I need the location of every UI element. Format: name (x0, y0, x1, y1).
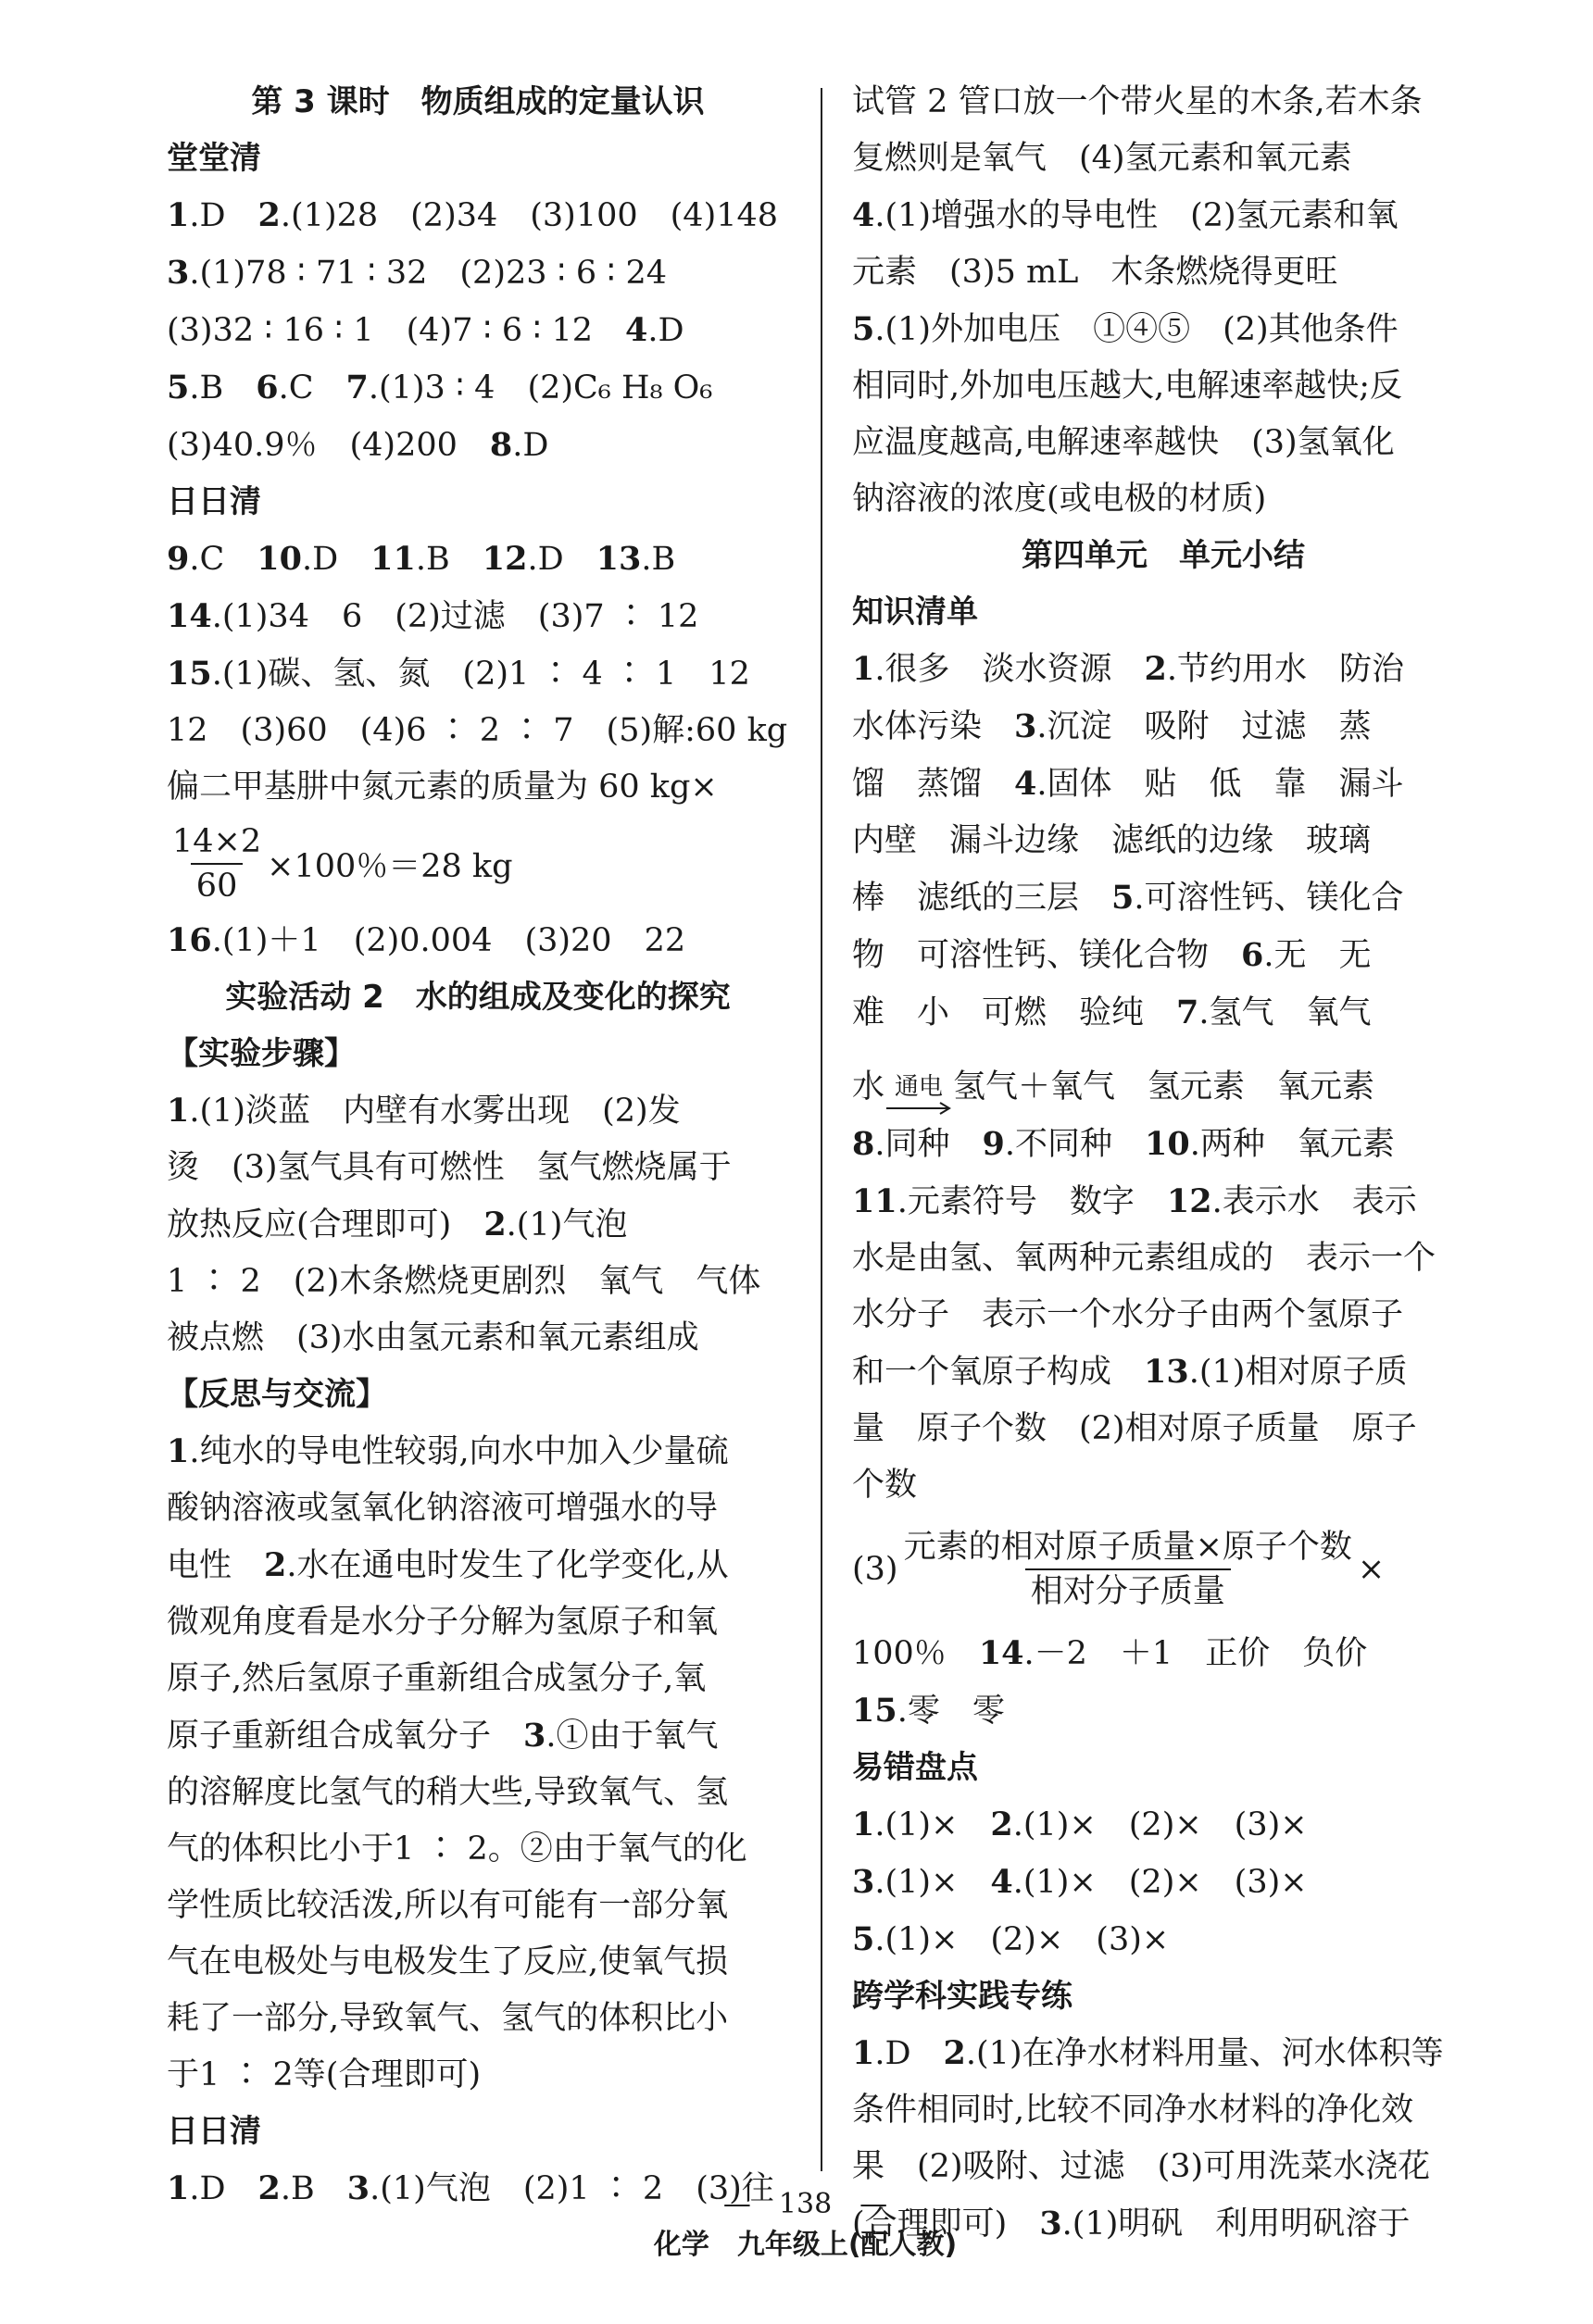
q-number: 16 (167, 921, 212, 959)
answer-text: .D (189, 2170, 258, 2207)
fraction-numerator: 元素的相对原子质量×原子个数 (903, 1529, 1352, 1566)
answer-line: 个数 (852, 1467, 918, 1504)
answer-text: .(1)淡蓝 内壁有水雾出现 (2)发 (189, 1093, 681, 1130)
answer-line (167, 1423, 789, 1481)
answer-text: .无 无 (1263, 937, 1372, 974)
q-number: 7 (345, 369, 369, 406)
answer-text: .(1)28 (2)34 (3)100 (4)148 (280, 197, 779, 234)
answer-text: (3)32 ∶ 16 ∶ 1 (4)7 ∶ 6 ∶ 12 (167, 312, 626, 349)
answer-text: .D (527, 541, 596, 578)
q-number: 3 (1014, 707, 1037, 745)
answer-text: 电性 (167, 1547, 265, 1584)
answer-line (852, 1173, 1474, 1231)
answer-text: .不同种 (1004, 1126, 1145, 1163)
answer-text: (3)40.9％ (4)200 (167, 427, 490, 464)
answer-line: 烫 (3)氢气具有可燃性 氢气燃烧属于 (167, 1149, 732, 1186)
answer-line: 于1 ∶ 2等(合理即可) (167, 2056, 482, 2093)
answer-text: .(1)＋1 (2)0.004 (3)20 22 (211, 922, 686, 959)
answer-line (852, 756, 1474, 813)
answer-text: .(1)明矾 利用明矾溶于 (1061, 2205, 1411, 2243)
answer-line: 钠溶液的浓度(或电极的材质) (852, 481, 1267, 518)
answer-text: .C (278, 369, 346, 406)
fraction-suffix: × (1357, 1551, 1386, 1588)
left-column (167, 74, 789, 2218)
answer-text: .同种 (874, 1126, 983, 1163)
q-number: 11 (370, 540, 416, 578)
answer-line (167, 1082, 789, 1140)
answer-line: 水分子 表示一个水分子由两个氢原子 (852, 1296, 1404, 1333)
q-number: 4 (852, 196, 875, 234)
answer-text: .固体 贴 低 靠 漏斗 (1036, 766, 1404, 803)
q-number: 5 (167, 369, 190, 406)
answer-line (167, 1196, 789, 1254)
answer-line: 水是由氢、氧两种元素组成的 表示一个 (852, 1240, 1436, 1277)
q-number: 1 (167, 1432, 190, 1470)
answer-text: .零 零 (897, 1693, 1005, 1730)
q-number: 6 (256, 369, 279, 406)
q-number: 2 (257, 196, 281, 234)
answer-text: 和一个氧原子构成 (852, 1354, 1145, 1391)
answer-text: .D (301, 541, 371, 578)
answer-text: 放热反应(合理即可) (167, 1206, 484, 1243)
answer-line: 12 (3)60 (4)6 ∶ 2 ∶ 7 (5)解:60 kg (167, 712, 788, 749)
answer-line (852, 1796, 1474, 1854)
q-number: 2 (990, 1805, 1013, 1843)
answer-text: .C (189, 541, 257, 578)
answer-text: .两种 氧元素 (1189, 1126, 1395, 1163)
q-number: 2 (1144, 650, 1167, 688)
answer-line: 学性质比较活泼,所以有可能有一部分氧 (167, 1887, 729, 1924)
answer-line: 酸钠溶液或氢氧化钠溶液可增强水的导 (167, 1490, 719, 1527)
equation-reactant: 水 (852, 1068, 885, 1106)
heading-experiment-steps: 【实验步骤】 (167, 1035, 356, 1072)
answer-line (852, 1343, 1474, 1401)
fraction-prefix: (3) (852, 1551, 898, 1588)
q-number: 4 (990, 1863, 1013, 1901)
answer-text: .B (415, 541, 483, 578)
heading-ririqing: 日日清 (167, 483, 261, 520)
answer-line: 条件相同时,比较不同净水材料的净化效 (852, 2092, 1414, 2129)
answer-line: 果 (2)吸附、过滤 (3)可用洗菜水浇花 (852, 2148, 1431, 2185)
reaction-arrow (886, 1073, 951, 1116)
answer-line (167, 912, 789, 969)
fraction (898, 1526, 1358, 1613)
subject-label: 化学 九年级上(配人教) (653, 2229, 958, 2261)
q-number: 5 (852, 1920, 875, 1958)
answer-text: .B (189, 369, 257, 406)
heading-ririqing: 日日清 (167, 2113, 261, 2150)
answer-text: .(1)× (874, 1864, 991, 1901)
q-number: 5 (852, 310, 875, 348)
answer-line (167, 302, 789, 359)
page-number: — 138 — (722, 2188, 888, 2220)
heading-knowledge-list: 知识清单 (852, 593, 978, 631)
section-title-lesson3: 第 3 课时 物质组成的定量认识 (251, 83, 705, 120)
q-number: 6 (1241, 936, 1264, 974)
q-number: 8 (489, 426, 513, 464)
section-title-unit4-summary: 第四单元 单元小结 (1022, 537, 1305, 574)
answer-text: 物 可溶性钙、镁化合物 (852, 937, 1242, 974)
answer-line (167, 1707, 789, 1765)
answer-text: .D (874, 2035, 944, 2072)
answer-text: .水在通电时发生了化学变化,从 (286, 1547, 729, 1584)
answer-line (852, 641, 1474, 698)
answer-line (167, 244, 789, 302)
q-number: 2 (943, 2034, 966, 2072)
answer-text: 馏 蒸馏 (852, 766, 1015, 803)
answer-line (852, 869, 1474, 927)
q-number: 9 (982, 1125, 1005, 1163)
answer-text: .(1)× (2)× (3)× (1012, 1806, 1308, 1843)
answer-line: 偏二甲基肼中氮元素的质量为 60 kg× (167, 768, 718, 806)
q-number: 1 (167, 2169, 190, 2207)
q-number: 3 (346, 2169, 370, 2207)
answer-text: 棒 滤纸的三层 (852, 880, 1112, 917)
fraction (167, 820, 267, 907)
answer-line (167, 588, 789, 645)
q-number: 7 (1176, 993, 1199, 1031)
q-number: 3 (852, 1863, 875, 1901)
answer-line: 耗了一部分,导致氧气、氢气的体积比小 (167, 2000, 729, 2037)
right-column (852, 74, 1474, 2253)
q-number: 1 (852, 1805, 875, 1843)
answer-text: .(1)× (874, 1806, 991, 1843)
heading-common-errors: 易错盘点 (852, 1749, 978, 1786)
answer-line (167, 1537, 789, 1594)
answer-text: .(1)78 ∶ 71 ∶ 32 (2)23 ∶ 6 ∶ 24 (189, 255, 668, 292)
q-number: 3 (167, 254, 190, 292)
answer-text: .D (647, 312, 684, 349)
q-number: 2 (483, 1206, 507, 1243)
answer-text: .(1)碳、氢、氮 (2)1 ∶ 4 ∶ 1 12 (211, 656, 750, 693)
answer-line (852, 698, 1474, 756)
q-number: 12 (482, 540, 528, 578)
answer-line (167, 645, 789, 703)
answer-line: 试管 2 管口放一个带火星的木条,若木条 (852, 83, 1423, 120)
q-number: 15 (852, 1692, 897, 1730)
q-number: 10 (1145, 1125, 1190, 1163)
answer-text: .(1)气泡 (2)1 ∶ 2 (3)往 (370, 2170, 774, 2207)
fraction-denominator: 60 (191, 863, 244, 907)
q-number: 1 (852, 2034, 875, 2072)
q-number: 4 (1014, 765, 1037, 803)
answer-line: 1 ∶ 2 (2)木条燃烧更剧烈 氧气 气体 (167, 1263, 761, 1300)
reaction-condition: 通电 (895, 1073, 944, 1101)
answer-line: 被点燃 (3)水由氢元素和氧元素组成 (167, 1319, 699, 1356)
answer-line: 内壁 漏斗边缘 滤纸的边缘 玻璃 (852, 822, 1372, 859)
answer-line (167, 531, 789, 588)
answer-text: 100％ (852, 1635, 979, 1672)
q-number: 11 (852, 1182, 897, 1220)
q-number: 9 (167, 540, 190, 578)
answer-text: 水体污染 (852, 708, 1015, 745)
answer-text: .纯水的导电性较弱,向水中加入少量硫 (189, 1433, 729, 1470)
answer-line: 元素 (3)5 mL 木条燃烧得更旺 (852, 254, 1338, 291)
arrow-icon (886, 1101, 951, 1116)
answer-line: 应温度越高,电解速率越快 (3)氢氧化 (852, 424, 1395, 461)
answer-line: 气在电极处与电极发生了反应,使氧气损 (167, 1943, 729, 1980)
answer-text: .(1)× (2)× (3)× (1012, 1864, 1308, 1901)
answer-line: 相同时,外加电压越大,电解速率越快;反 (852, 368, 1403, 405)
answer-text: .D (512, 427, 549, 464)
answer-text: .(1)气泡 (506, 1206, 628, 1243)
equation-products: 氢气＋氧气 氢元素 氧元素 (953, 1068, 1375, 1106)
answer-line (852, 927, 1474, 984)
fraction-rest: ×100％＝28 kg (267, 848, 513, 885)
answer-text: .元素符号 数字 (897, 1183, 1167, 1220)
q-number: 3 (523, 1717, 546, 1755)
answer-text: .(1)在净水材料用量、河水体积等 (965, 2035, 1444, 2072)
q-number: 2 (264, 1546, 287, 1584)
answer-text: .B (641, 541, 676, 578)
answer-text: .很多 淡水资源 (874, 651, 1145, 688)
answer-line (852, 1911, 1474, 1968)
heading-reflection: 【反思与交流】 (167, 1376, 387, 1413)
q-number: 1 (167, 1092, 190, 1130)
fraction-expression (167, 816, 789, 912)
answer-line (167, 359, 789, 417)
answer-text: .D (189, 197, 258, 234)
q-number: 5 (1111, 879, 1135, 917)
answer-text: .氢气 氧气 (1198, 994, 1372, 1031)
answer-text: (合理即可) (852, 2205, 1040, 2243)
answer-text: .(1)3 ∶ 4 (2)C₆ H₈ O₆ (368, 369, 713, 406)
q-number: 14 (978, 1634, 1024, 1672)
answer-text: .(1)相对原子质 (1188, 1354, 1408, 1391)
answer-text: .沉淀 吸附 过滤 蒸 (1036, 708, 1372, 745)
electrolysis-equation (852, 1042, 1474, 1116)
column-divider (821, 88, 822, 2171)
answer-text: .－2 ＋1 正价 负价 (1023, 1635, 1368, 1672)
answer-line: 气的体积比小于1 ∶ 2。②由于氧气的化 (167, 1830, 747, 1868)
q-number: 12 (1166, 1182, 1212, 1220)
answer-text: .表示水 表示 (1211, 1183, 1417, 1220)
answer-line (852, 1854, 1474, 1911)
answer-line (852, 984, 1474, 1042)
q-number: 1 (852, 650, 875, 688)
answer-line (167, 187, 789, 244)
answer-line: 量 原子个数 (2)相对原子质量 原子 (852, 1410, 1417, 1447)
answer-line (167, 417, 789, 474)
heading-cross-discipline: 跨学科实践专练 (852, 1978, 1072, 2015)
answer-line: 微观角度看是水分子分解为氢原子和氧 (167, 1604, 719, 1641)
fraction-expression (852, 1514, 1474, 1625)
answer-text: .B (280, 2170, 347, 2207)
answer-text: .(1)× (2)× (3)× (874, 1921, 1170, 1958)
answer-line: 的溶解度比氢气的稍大些,导致氧气、氢 (167, 1774, 729, 1811)
answer-line (852, 1116, 1474, 1173)
q-number: 8 (852, 1125, 875, 1163)
q-number: 1 (167, 196, 190, 234)
answer-text: .(1)外加电压 ①④⑤ (2)其他条件 (874, 311, 1399, 348)
fraction-denominator: 相对分子质量 (1025, 1568, 1231, 1613)
answer-line (852, 1682, 1474, 1740)
q-number: 15 (167, 655, 212, 693)
answer-text: .(1)34 6 (2)过滤 (3)7 ∶ 12 (211, 598, 699, 635)
q-number: 13 (596, 540, 642, 578)
answer-line (852, 1625, 1474, 1682)
answer-line: 原子,然后氢原子重新组合成氢分子,氧 (167, 1660, 707, 1697)
q-number: 2 (257, 2169, 281, 2207)
page-footer (0, 2148, 1593, 2262)
section-title-activity2: 实验活动 2 水的组成及变化的探究 (225, 979, 731, 1016)
q-number: 10 (257, 540, 302, 578)
answer-text: 难 小 可燃 验纯 (852, 994, 1177, 1031)
heading-tangtangqing: 堂堂清 (167, 140, 261, 177)
answer-text: .节约用水 防治 (1166, 651, 1404, 688)
q-number: 3 (1039, 2205, 1062, 2243)
answer-text: .①由于氧气 (546, 1718, 719, 1755)
answer-line (852, 301, 1474, 358)
q-number: 4 (625, 311, 648, 349)
answer-line (852, 187, 1474, 244)
answer-line: 复燃则是氧气 (4)氢元素和氧元素 (852, 140, 1352, 177)
fraction-numerator: 14×2 (172, 823, 262, 860)
answer-text: .(1)增强水的导电性 (2)氢元素和氧 (874, 197, 1399, 234)
answer-line (852, 2025, 1474, 2082)
answer-text: 原子重新组合成氧分子 (167, 1718, 524, 1755)
q-number: 14 (167, 597, 212, 635)
answer-text: .可溶性钙、镁化合 (1134, 880, 1404, 917)
q-number: 13 (1144, 1353, 1189, 1391)
